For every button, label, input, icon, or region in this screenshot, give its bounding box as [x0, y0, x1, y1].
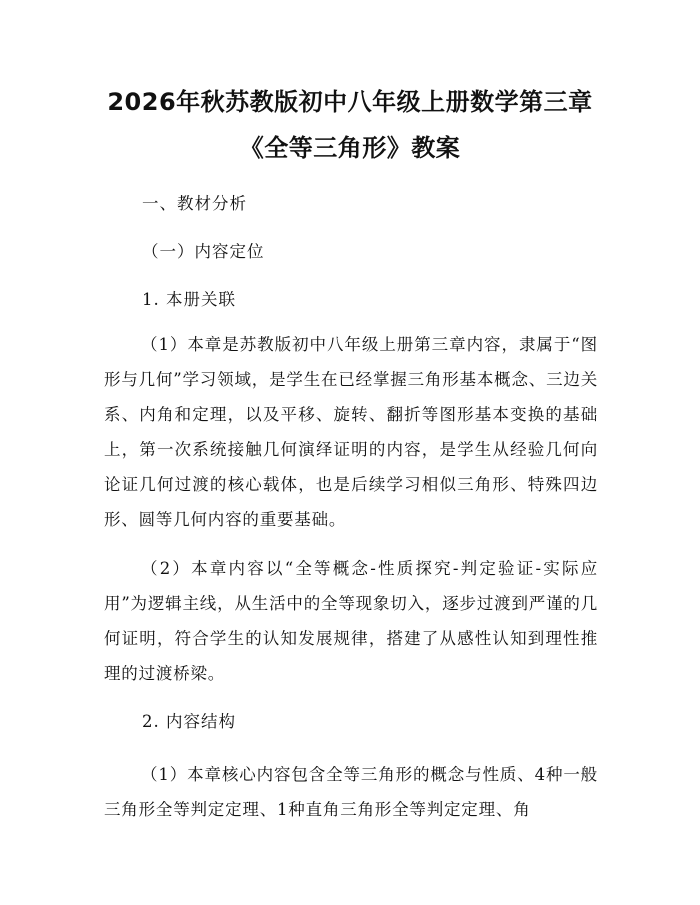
section-heading-textbook-analysis: 一、教材分析	[142, 194, 247, 213]
paragraph-core-content: （1）本章核心内容包含全等三角形的概念与性质、4种一般三角形全等判定定理、1种直角三角形全等判定定理、角	[104, 765, 598, 819]
paragraph-chapter-position: （1）本章是苏教版初中八年级上册第三章内容，隶属于“图形与几何”学习领域，是学生在已经掌握三角形基本概念、三边关系、内角和定理，以及平移、旋转、翻折等图形基本变换的基础上，第一次系统接触几何演绎证明的内容，是学生从经验几何向论证几何过渡的核心载体，也是后续学习相似三角形、特殊四边形、圆等几何内容的重要基础。	[104, 335, 598, 529]
paragraph-logic-mainline: （2）本章内容以“全等概念-性质探究-判定验证-实际应用”为逻辑主线，从生活中的全等现象切入，逐步过渡到严谨的几何证明，符合学生的认知发展规律，搭建了从感性认知到理性推理的过渡桥梁。	[104, 559, 598, 683]
item-heading-content-structure: 2. 内容结构	[142, 712, 236, 731]
subsection-heading-content-positioning: （一）内容定位	[142, 242, 265, 261]
document-title-line-1: 2026年秋苏教版初中八年级上册数学第三章	[107, 88, 593, 116]
item-heading-volume-connection: 1. 本册关联	[142, 290, 236, 309]
document-title-line-2: 《全等三角形》教案	[239, 134, 461, 162]
